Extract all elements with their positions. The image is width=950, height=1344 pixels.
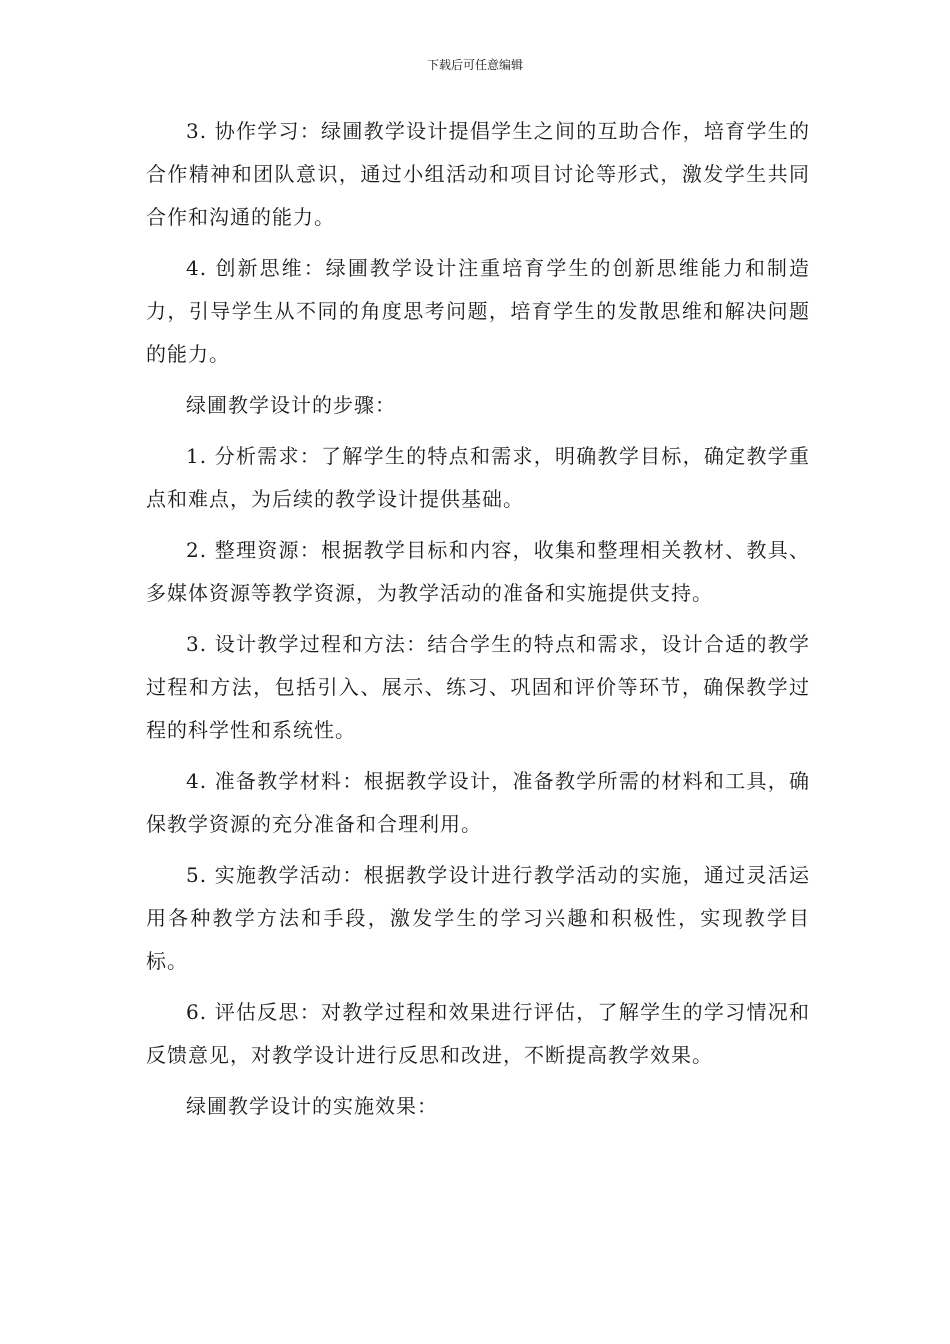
paragraph-step-design-process: 3. 设计教学过程和方法：结合学生的特点和需求，设计合适的教学过程和方法，包括引入、展示、练习、巩固和评价等环节，确保教学过程的科学性和系统性。 — [146, 632, 810, 742]
paragraph-step-prepare-materials: 4. 准备教学材料：根据教学设计，准备教学所需的材料和工具，确保教学资源的充分准备和合理利用。 — [146, 769, 810, 836]
section-heading-steps: 绿圃教学设计的步骤： — [186, 393, 396, 417]
paragraph-innovative-thinking: 4. 创新思维：绿圃教学设计注重培育学生的创新思维能力和制造力，引导学生从不同的角度思考问题，培育学生的发散思维和解决问题的能力。 — [146, 256, 810, 366]
paragraph-step-implement-activities: 5. 实施教学活动：根据教学设计进行教学活动的实施，通过灵活运用各种教学方法和手段，激发学生的学习兴趣和积极性，实现教学目标。 — [146, 863, 810, 973]
paragraph-step-organize-resources: 2. 整理资源：根据教学目标和内容，收集和整理相关教材、教具、多媒体资源等教学资源，为教学活动的准备和实施提供支持。 — [146, 538, 810, 605]
section-heading-effects: 绿圃教学设计的实施效果： — [186, 1094, 438, 1118]
page-header: 下载后可任意编辑 — [426, 58, 523, 72]
paragraph-collaborative-learning: 3. 协作学习：绿圃教学设计提倡学生之间的互助合作，培育学生的合作精神和团队意识，通过小组活动和项目讨论等形式，激发学生共同合作和沟通的能力。 — [146, 119, 810, 229]
document-body — [146, 110, 810, 1136]
paragraph-step-evaluate-reflect: 6. 评估反思：对教学过程和效果进行评估，了解学生的学习情况和反馈意见，对教学设计进行反思和改进，不断提高教学效果。 — [146, 1000, 810, 1067]
paragraph-step-analyze-needs: 1. 分析需求：了解学生的特点和需求，明确教学目标，确定教学重点和难点，为后续的教学设计提供基础。 — [146, 444, 810, 511]
